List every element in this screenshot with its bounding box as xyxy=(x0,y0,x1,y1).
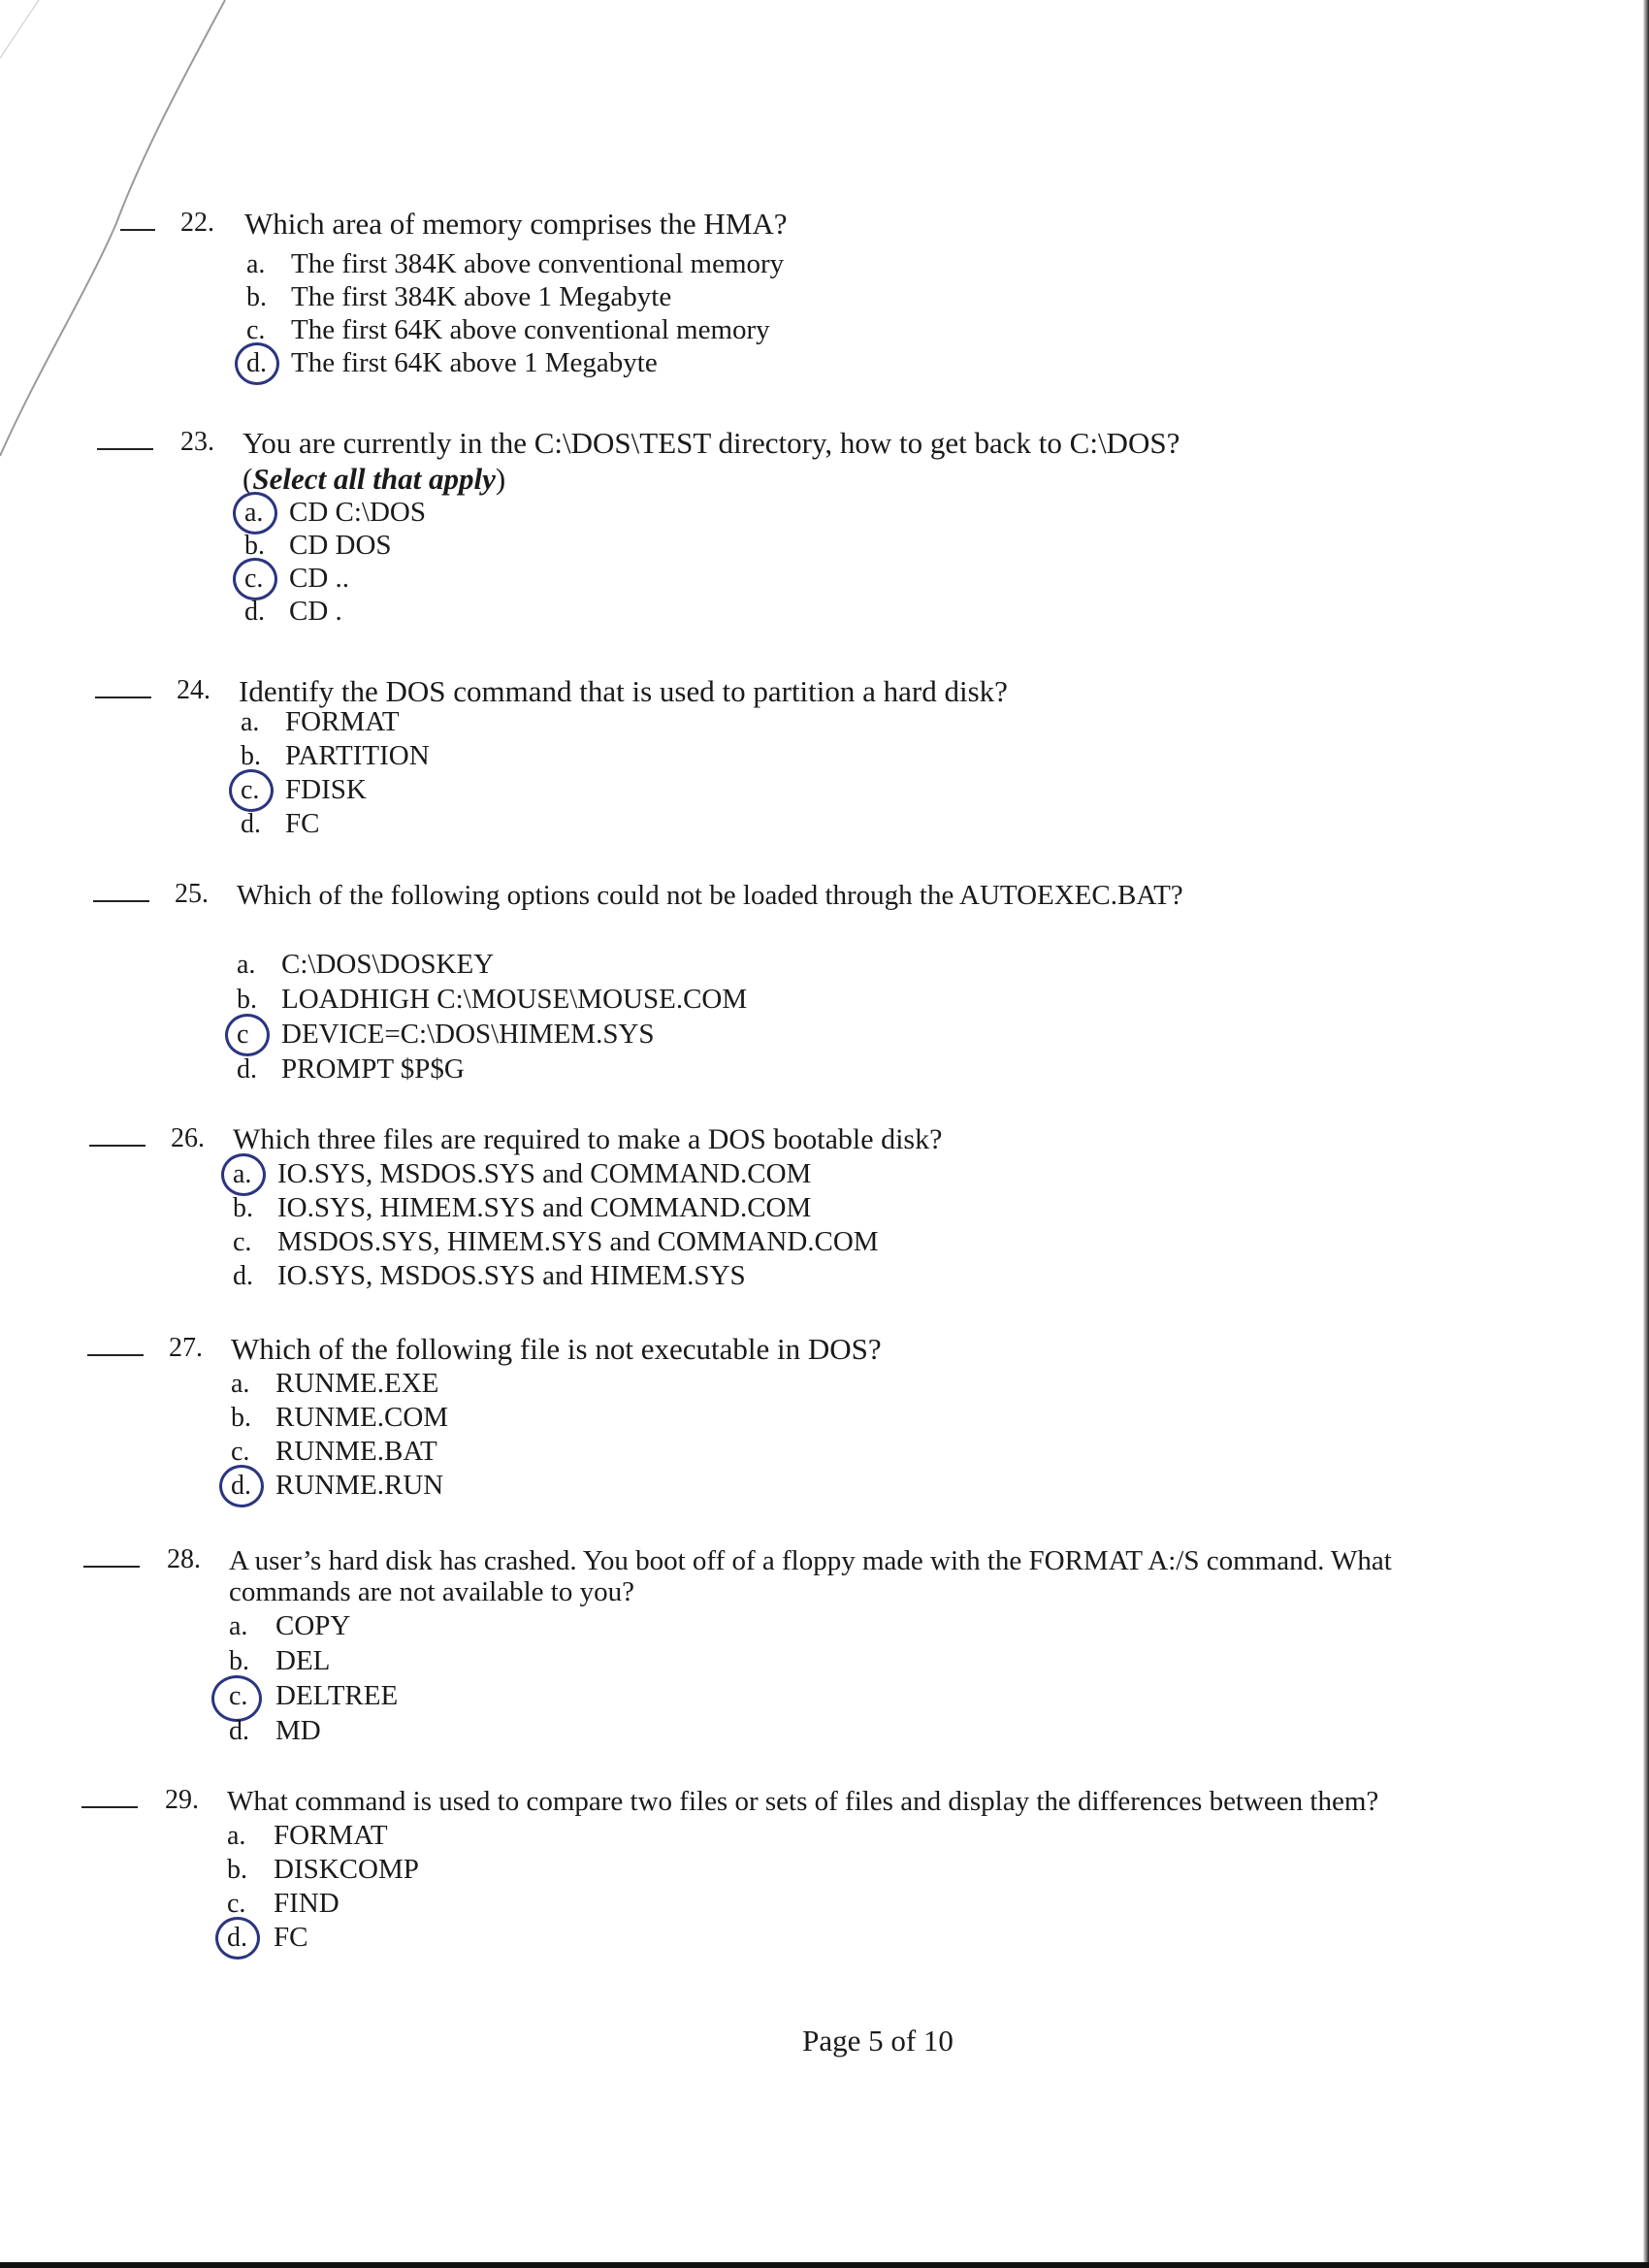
option-letter: c. xyxy=(244,564,264,594)
option-text: PARTITION xyxy=(285,740,430,771)
option-text: The first 384K above conventional memory xyxy=(291,248,785,279)
question-text: What command is used to compare two files or sets of files and display the differences between them? xyxy=(227,1786,1379,1817)
option-text: FC xyxy=(285,808,320,839)
instruction-open-paren: ( xyxy=(242,462,253,496)
option-letter: a. xyxy=(231,1369,250,1399)
option-letter: b. xyxy=(229,1646,249,1676)
option-letter: c. xyxy=(241,775,260,805)
question-number: 22. xyxy=(180,208,214,238)
option-text: The first 64K above 1 Megabyte xyxy=(291,347,658,378)
option-text: FORMAT xyxy=(285,706,400,737)
option-letter: b. xyxy=(241,741,261,771)
option-letter: a. xyxy=(233,1159,252,1189)
option-text: DISKCOMP xyxy=(274,1854,419,1885)
option-letter: c xyxy=(237,1020,249,1050)
option-letter: d. xyxy=(229,1716,249,1746)
option-text: DEL xyxy=(275,1645,331,1676)
option-text: MD xyxy=(275,1715,321,1746)
question-text: Which three files are required to make a DOS bootable disk? xyxy=(233,1123,943,1155)
option-text: COPY xyxy=(275,1610,351,1641)
option-letter: a. xyxy=(241,707,260,737)
option-letter: d. xyxy=(246,348,267,378)
option-letter: d. xyxy=(241,809,261,839)
question-number: 29. xyxy=(165,1785,199,1815)
option-text: LOADHIGH C:\MOUSE\MOUSE.COM xyxy=(281,984,748,1015)
answer-blank xyxy=(93,900,149,902)
question-number: 28. xyxy=(167,1544,201,1574)
option-text: FC xyxy=(274,1922,308,1953)
option-text: The first 64K above conventional memory xyxy=(291,314,770,345)
option-letter: d. xyxy=(231,1471,251,1501)
option-text: MSDOS.SYS, HIMEM.SYS and COMMAND.COM xyxy=(277,1226,879,1257)
answer-blank xyxy=(83,1566,140,1568)
option-text: FIND xyxy=(274,1888,340,1919)
page-number: Page 5 of 10 xyxy=(802,2024,954,2057)
question-number: 24. xyxy=(177,675,210,705)
question-number: 27. xyxy=(169,1333,203,1363)
question-instruction xyxy=(242,462,505,497)
option-letter: a. xyxy=(237,950,256,980)
option-text: DELTREE xyxy=(275,1680,399,1711)
answer-blank xyxy=(95,697,151,698)
option-letter: b. xyxy=(233,1193,253,1223)
option-text: RUNME.EXE xyxy=(275,1368,439,1399)
question-text: Which of the following file is not executable in DOS? xyxy=(231,1332,882,1366)
option-letter: b. xyxy=(227,1855,247,1885)
option-text: RUNME.COM xyxy=(275,1402,449,1433)
question-text-line-1: A user’s hard disk has crashed. You boot off of a floppy made with the FORMAT A:/S command. What xyxy=(229,1545,1392,1576)
option-letter: d. xyxy=(233,1261,253,1291)
option-text: FORMAT xyxy=(274,1820,388,1851)
option-letter: d. xyxy=(237,1054,257,1085)
paper-fold-line xyxy=(0,0,252,504)
option-letter: b. xyxy=(231,1403,251,1433)
option-letter: a. xyxy=(229,1611,248,1641)
option-letter: d. xyxy=(227,1923,247,1953)
option-text: The first 384K above 1 Megabyte xyxy=(291,281,672,312)
option-text: IO.SYS, HIMEM.SYS and COMMAND.COM xyxy=(277,1192,812,1223)
question-text: Which area of memory comprises the HMA? xyxy=(244,207,788,241)
option-letter: b. xyxy=(246,282,267,312)
answer-blank xyxy=(81,1806,138,1808)
option-text: PROMPT $P$G xyxy=(281,1053,465,1085)
option-letter: b. xyxy=(244,531,265,561)
option-text: RUNME.BAT xyxy=(275,1436,437,1467)
option-letter: d. xyxy=(244,597,265,627)
option-text: CD DOS xyxy=(289,530,392,561)
scan-right-edge xyxy=(1643,0,1649,2268)
option-text: CD . xyxy=(289,596,342,627)
option-text: CD .. xyxy=(289,563,350,594)
option-letter: c. xyxy=(227,1889,246,1919)
option-letter: c. xyxy=(233,1227,252,1257)
option-letter: a. xyxy=(246,249,266,279)
option-letter: c. xyxy=(229,1681,248,1711)
option-letter: a. xyxy=(227,1821,246,1851)
option-letter: c. xyxy=(246,315,266,345)
option-text: RUNME.RUN xyxy=(275,1470,444,1501)
option-text: IO.SYS, MSDOS.SYS and COMMAND.COM xyxy=(277,1158,812,1189)
question-text: You are currently in the C:\DOS\TEST directory, how to get back to C:\DOS? xyxy=(242,426,1180,460)
question-number: 26. xyxy=(171,1123,205,1153)
option-letter: a. xyxy=(244,498,264,528)
scan-bottom-edge xyxy=(0,2262,1649,2268)
option-text: CD C:\DOS xyxy=(289,497,427,528)
option-text: DEVICE=C:\DOS\HIMEM.SYS xyxy=(281,1019,655,1050)
question-text: Identify the DOS command that is used to partition a hard disk? xyxy=(239,674,1008,708)
option-text: IO.SYS, MSDOS.SYS and HIMEM.SYS xyxy=(277,1260,746,1291)
question-text-line-2: commands are not available to you? xyxy=(229,1576,634,1607)
instruction-text: Select all that apply xyxy=(252,462,496,496)
answer-blank-mark xyxy=(120,229,155,231)
question-text: Which of the following options could not be loaded through the AUTOEXEC.BAT? xyxy=(237,880,1183,911)
answer-blank xyxy=(97,448,153,450)
question-number: 25. xyxy=(175,879,209,909)
answer-blank xyxy=(89,1145,146,1147)
option-text: FDISK xyxy=(285,774,367,805)
option-letter: c. xyxy=(231,1437,250,1467)
instruction-close-paren: ) xyxy=(495,462,506,496)
option-letter: b. xyxy=(237,985,257,1015)
answer-blank xyxy=(87,1354,144,1356)
question-number: 23. xyxy=(180,427,214,457)
option-text: C:\DOS\DOSKEY xyxy=(281,949,495,980)
